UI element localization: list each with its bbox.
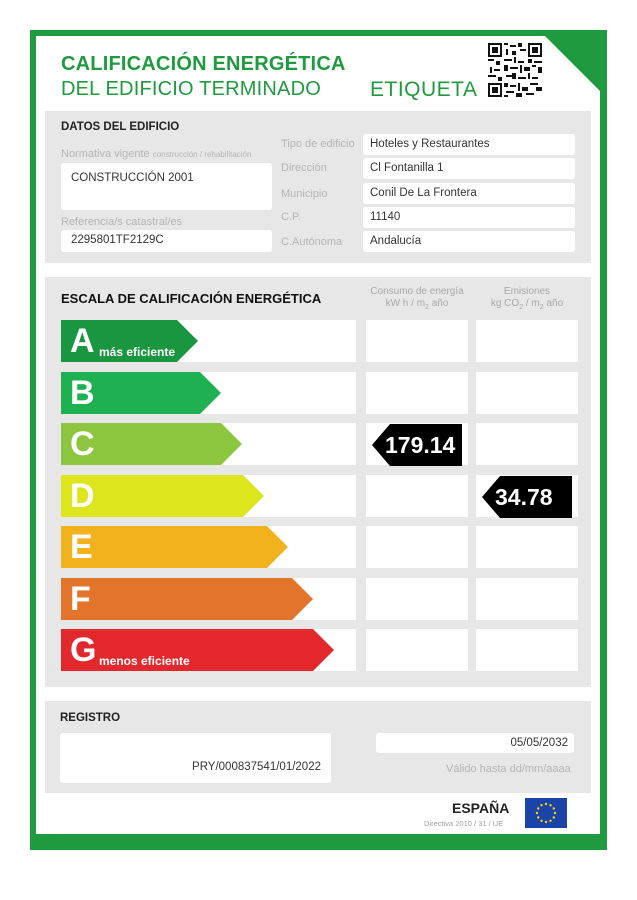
registro-number: PRY/000837541/01/2022	[60, 733, 331, 783]
scale-section-title: ESCALA DE CALIFICACIÓN ENERGÉTICA	[61, 291, 322, 306]
class-letter: A	[70, 322, 95, 360]
emisiones-cell-b	[476, 372, 578, 414]
label-type: ETIQUETA	[370, 78, 478, 101]
class-arrow-e	[61, 526, 288, 568]
registro-valid-label: Válido hasta dd/mm/aaaa	[446, 763, 571, 775]
emisiones-badge	[482, 476, 572, 518]
consumo-badge-value: 179.14	[385, 432, 456, 458]
country-name: ESPAÑA	[452, 800, 510, 816]
emisiones-cell-f	[476, 578, 578, 620]
eu-flag-icon	[525, 798, 567, 828]
emisiones-column-header: Emisiones kg $CO_2 / m_2$ año	[490, 286, 564, 311]
field-label-tipo: Tipo de edificio	[281, 138, 355, 150]
field-label-autonoma: C.Autónoma	[281, 236, 343, 248]
directive-text: Directiva 2010 / 31 / UE	[424, 819, 504, 828]
consumo-cell-b	[366, 372, 468, 414]
referencia-value: 2295801TF2129C	[61, 230, 272, 252]
emisiones-cell-a	[476, 320, 578, 362]
registro-valid-date: 05/05/2032	[376, 733, 574, 753]
normativa-label: Normativa vigente construcción / rehabilitación	[61, 148, 252, 160]
class-letter: G	[70, 631, 97, 669]
class-letter: F	[70, 580, 91, 618]
class-letter: D	[70, 477, 95, 515]
class-arrow-a	[61, 320, 198, 362]
consumo-cell-f	[366, 578, 468, 620]
emisiones-cell-e	[476, 526, 578, 568]
consumo-cell-d	[366, 475, 468, 517]
class-sublabel: menos eficiente	[99, 654, 190, 668]
class-sublabel: más eficiente	[99, 345, 176, 359]
class-arrow-b	[61, 372, 221, 414]
field-value-direccion: Cl Fontanilla 1	[363, 158, 575, 179]
field-label-cp: C.P.	[281, 211, 301, 223]
consumo-cell-g	[366, 629, 468, 671]
field-label-municipio: Municipio	[281, 188, 328, 200]
consumo-cell-a	[366, 320, 468, 362]
qr-code-icon	[488, 43, 542, 97]
title-line-1: CALIFICACIÓN ENERGÉTICA	[61, 53, 346, 75]
class-arrow-g	[61, 629, 334, 671]
referencia-label: Referencia/s catastral/es	[61, 216, 183, 228]
emisiones-badge-value: 34.78	[495, 484, 553, 510]
field-value-municipio: Conil De La Frontera	[363, 183, 575, 204]
field-value-autonoma: Andalucía	[363, 231, 575, 252]
consumo-cell-e	[366, 526, 468, 568]
class-letter: B	[70, 374, 95, 412]
class-letter: C	[70, 425, 95, 463]
emisiones-cell-c	[476, 423, 578, 465]
consumo-column-header: Consumo de energía kW h / $m_2$ año	[370, 286, 464, 311]
registro-section-title: REGISTRO	[60, 712, 121, 724]
building-section-title: DATOS DEL EDIFICIO	[61, 121, 180, 133]
title-line-2: DEL EDIFICIO TERMINADO	[61, 78, 321, 100]
field-label-direccion: Dirección	[281, 162, 327, 174]
class-arrow-d	[61, 475, 264, 517]
class-arrow-c	[61, 423, 242, 465]
class-arrow-f	[61, 578, 313, 620]
corner-fold	[545, 36, 603, 94]
consumo-badge	[372, 424, 462, 466]
field-value-cp: 11140	[363, 207, 575, 228]
emisiones-cell-g	[476, 629, 578, 671]
field-value-tipo: Hoteles y Restaurantes	[363, 134, 575, 155]
class-letter: E	[70, 528, 93, 566]
normativa-value: CONSTRUCCIÓN 2001	[61, 163, 272, 210]
